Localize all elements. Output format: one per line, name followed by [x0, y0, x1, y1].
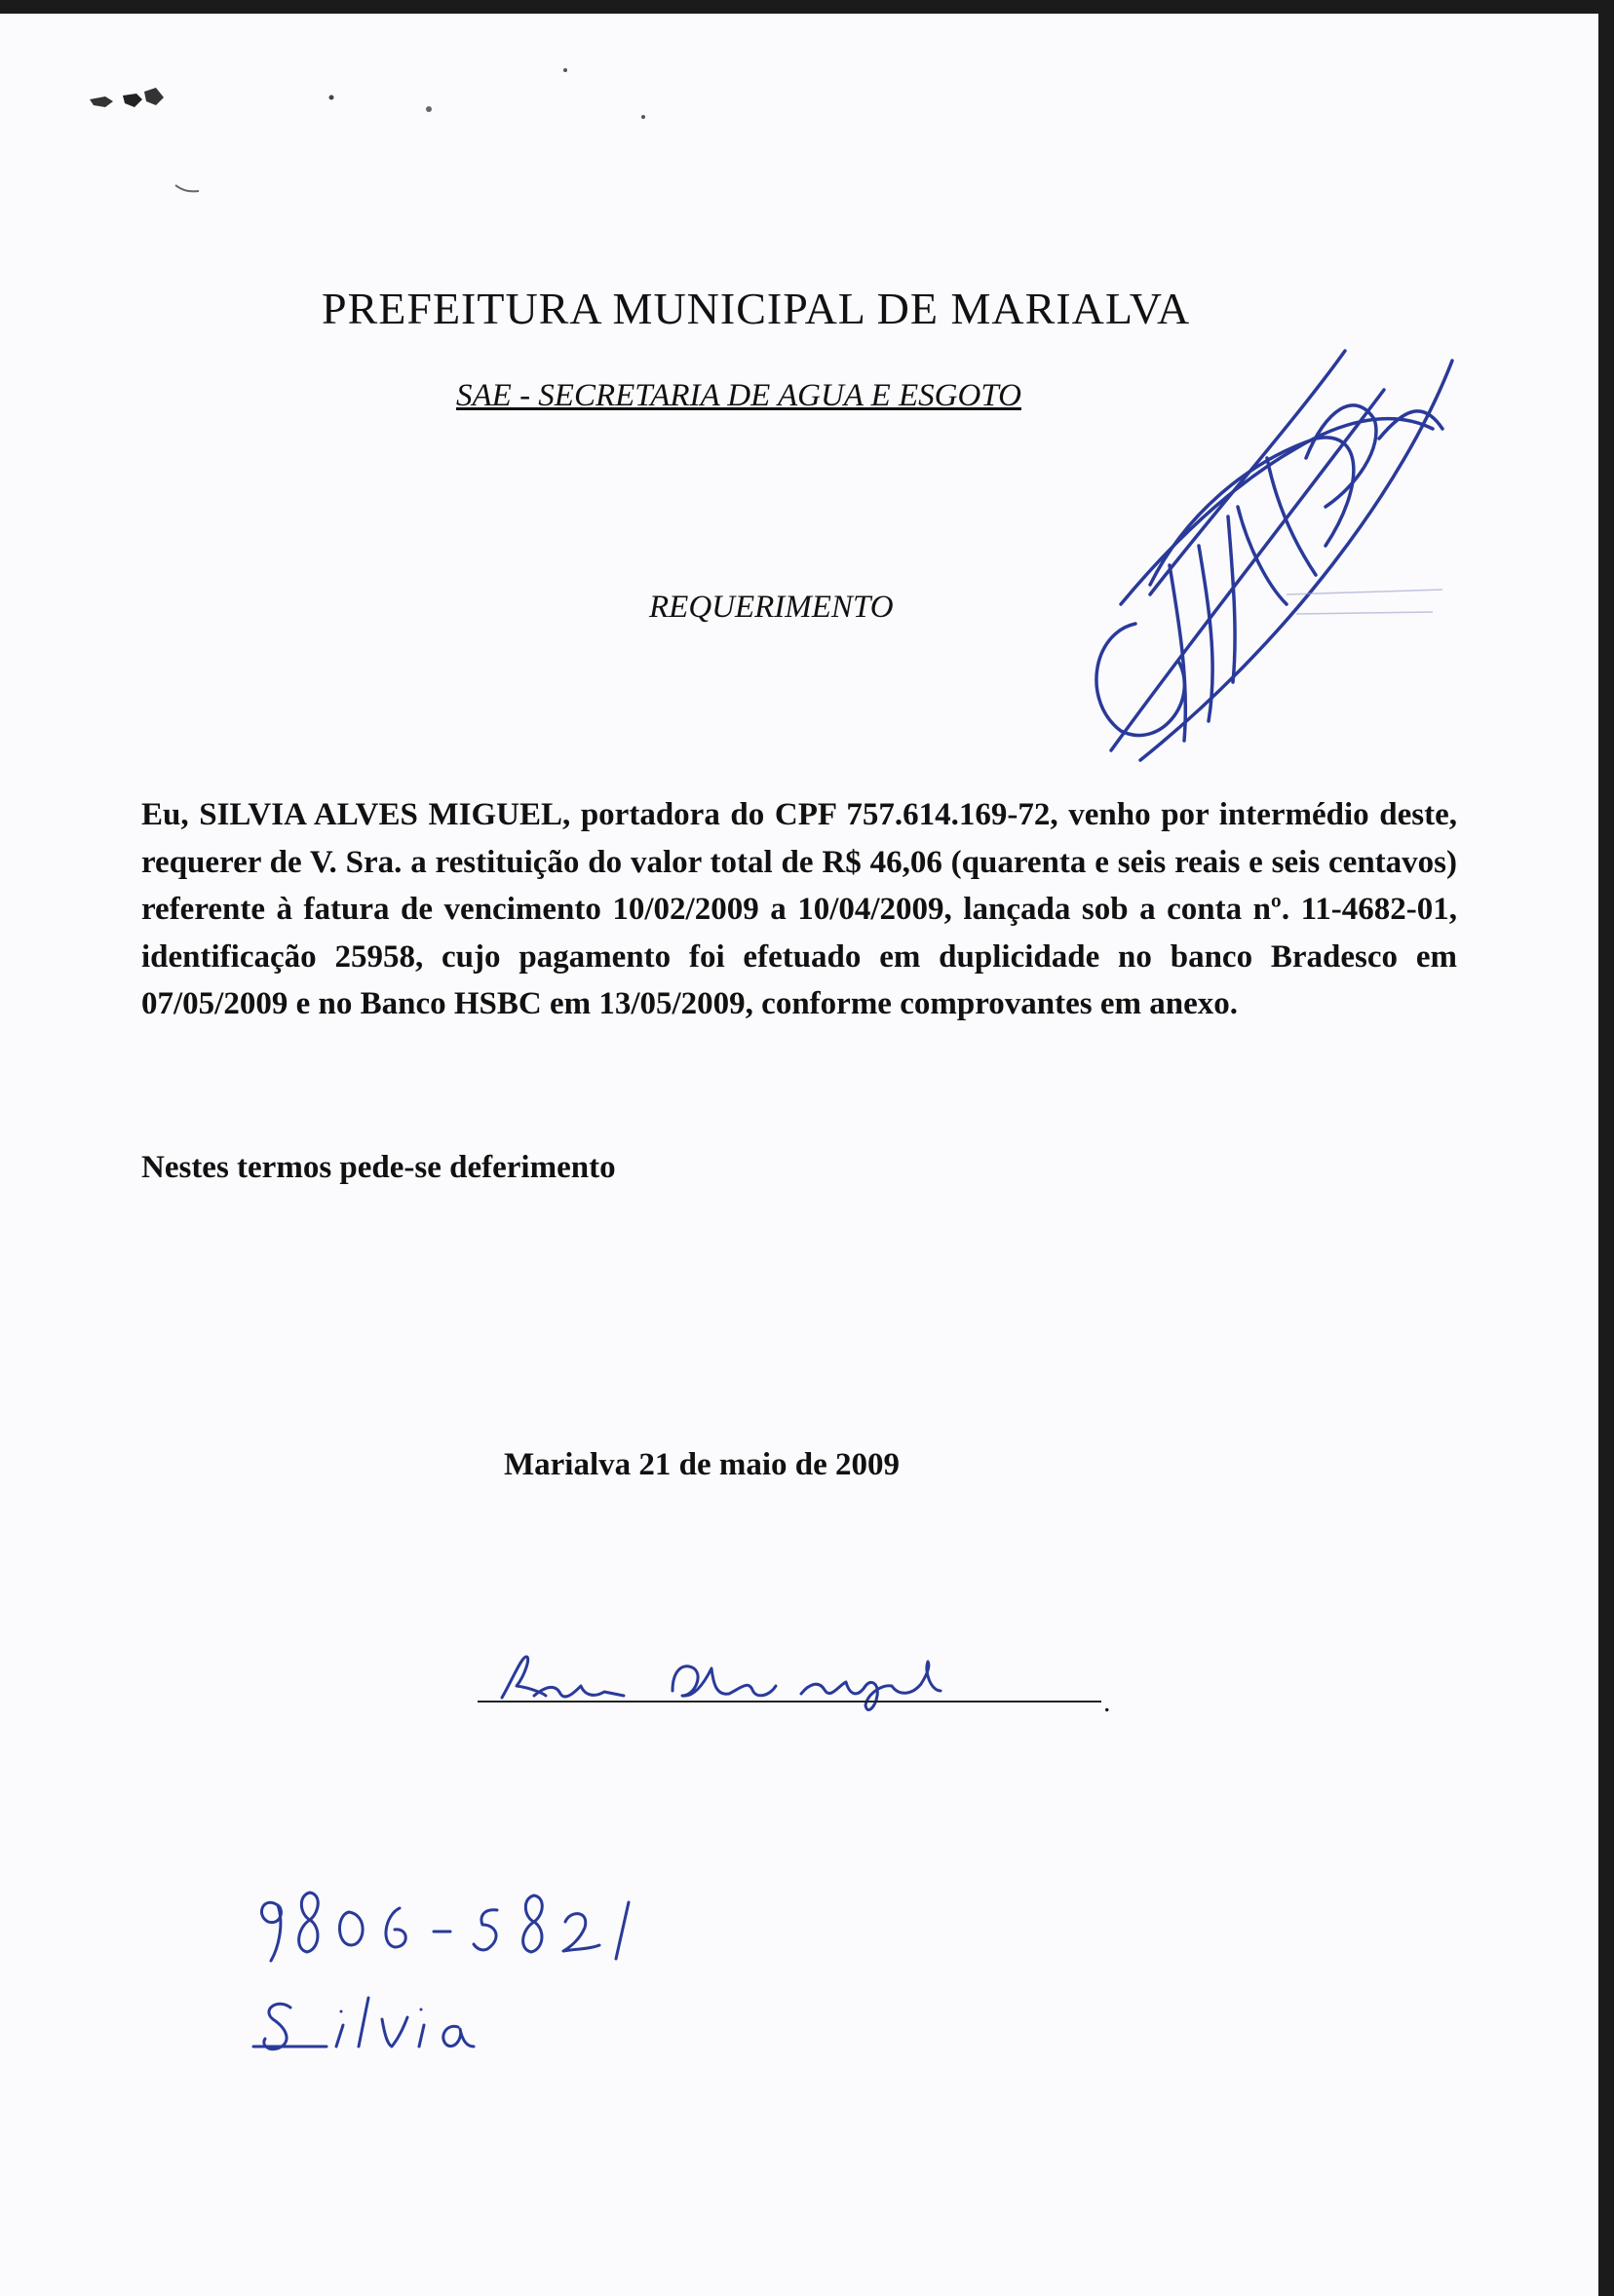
place-date-line: Marialva 21 de maio de 2009 [504, 1447, 901, 1482]
page-subtitle: SAE - SECRETARIA DE AGUA E ESGOTO [456, 378, 1021, 413]
request-body: Eu, SILVIA ALVES MIGUEL, portadora do CPF 757.614.169-72, venho por intermédio deste, requerer de V. Sra. a restituição do valor total de R$ 46,06 (quarenta e seis reais e seis centavos) referente à fatura de vencimento 10/02/2009 a 10/04/2009, lançada sob a conta nº. 11-4682-01, identificação 25958, cujo pagamento foi efetuado em duplicidade no banco Bradesco em 07/05/2009 e no Banco HSBC em 13/05/2009, conforme comprovantes em anexo. [141, 797, 1457, 1021]
page-title: PREFEITURA MUNICIPAL DE MARIALVA [322, 284, 1191, 333]
closing-line: Nestes termos pede-se deferimento [141, 1150, 616, 1185]
document-heading: REQUERIMENTO [649, 590, 894, 625]
signature-line-dot: . [1103, 1686, 1111, 1718]
